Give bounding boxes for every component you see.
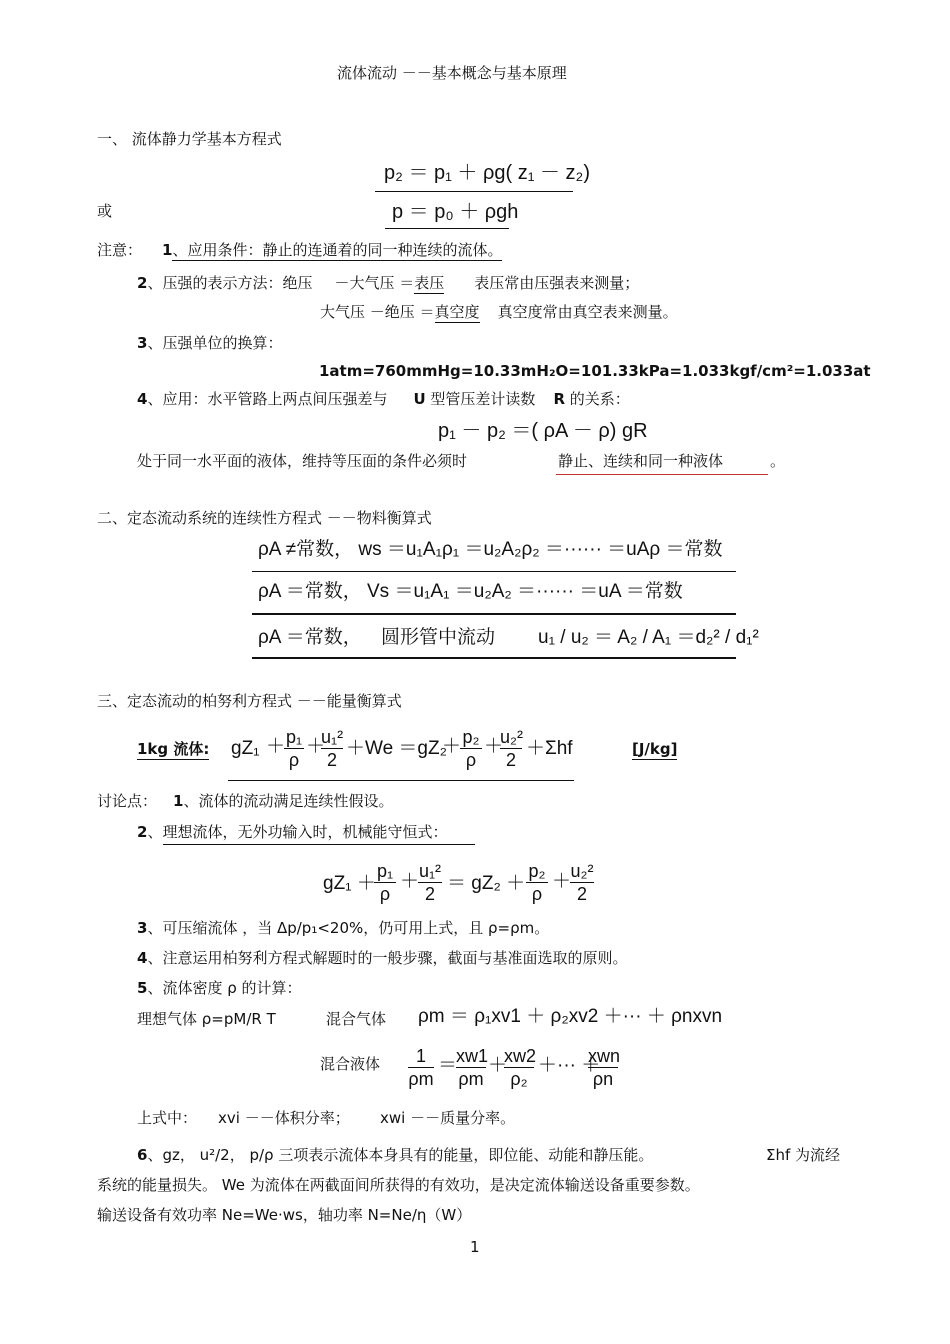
condition-answer: 静止、连续和同一种液体 bbox=[558, 452, 724, 470]
note-number: 2 bbox=[137, 274, 148, 292]
note-text: －大气压 ＝ bbox=[334, 274, 415, 292]
section-2-heading: 二、定态流动系统的连续性方程式 －－物料衡算式 bbox=[97, 509, 432, 527]
fraction-p1-rho bbox=[374, 860, 396, 905]
numerator: p₂ bbox=[462, 727, 480, 747]
denominator: ρ bbox=[526, 882, 548, 905]
discussion-6-cont: 系统的能量损失。 We 为流体在两截面间所获得的有效功，是决定流体输送设备重要参数。 bbox=[97, 1176, 700, 1194]
equation-static-2: p ＝ p₀ ＋ ρgh bbox=[392, 201, 519, 223]
page-title: 流体流动 －－基本概念与基本原理 bbox=[337, 64, 567, 82]
numerator: p₂ bbox=[528, 861, 546, 881]
or-label: 或 bbox=[97, 202, 113, 220]
page-number: 1 bbox=[470, 1238, 480, 1256]
point-number: 5 bbox=[137, 979, 148, 997]
plus-sign: ＋ bbox=[400, 871, 420, 892]
continuity-row-3b: 圆形管中流动 bbox=[381, 627, 496, 648]
point-number: 3 bbox=[137, 919, 148, 937]
numerator: xwn bbox=[588, 1046, 621, 1066]
point-text: 、可压缩流体 ，当 Δp/p₁<20%，仍可用上式，且 ρ=ρm。 bbox=[147, 919, 550, 937]
note-text: 表压常由压强表来测量； bbox=[474, 274, 640, 292]
red-underline bbox=[556, 474, 768, 475]
fraction-u2sq-2 bbox=[570, 860, 594, 905]
gauge-pressure-term: 表压 bbox=[414, 274, 445, 292]
fraction-u1sq-2 bbox=[321, 726, 343, 771]
table-rule bbox=[252, 571, 736, 572]
power-definition: 输送设备有效功率 Ne=We·ws，轴功率 N=Ne/η（W） bbox=[97, 1206, 472, 1224]
friction-loss-note: Σhf 为流经 bbox=[766, 1146, 841, 1164]
point-text: 、流体的流动满足连续性假设。 bbox=[183, 792, 394, 810]
discussion-1 bbox=[97, 792, 393, 810]
point-text: 、流体密度 ρ 的计算： bbox=[147, 979, 302, 997]
denominator: ρm bbox=[408, 1069, 434, 1089]
note-text: 、应用条件：静止的连通着的同一种连续的流体。 bbox=[172, 241, 503, 259]
note-text: 型管压差计读数 bbox=[430, 390, 536, 408]
note-label: 注意： bbox=[97, 241, 143, 259]
discussion-3 bbox=[137, 919, 549, 937]
equation-static-1: p₂ ＝ p₁ ＋ ρg( z₁ － z₂) bbox=[384, 162, 590, 184]
fraction-xw2 bbox=[504, 1045, 537, 1090]
denominator: ρn bbox=[588, 1067, 618, 1090]
numerator: p₁ bbox=[376, 861, 394, 881]
note-3 bbox=[137, 334, 282, 352]
point-text: 、gz， u²/2， p/ρ 三项表示流体本身具有的能量，即位能、动能和静压能。 bbox=[147, 1146, 654, 1164]
section-1-heading: 一、 流体静力学基本方程式 bbox=[97, 130, 282, 148]
plus-sign: ＋ bbox=[306, 736, 326, 757]
fraction-u1sq-2 bbox=[418, 860, 442, 905]
note-text: 真空度常由真空表来测量。 bbox=[497, 303, 678, 321]
note-2b bbox=[320, 303, 678, 321]
denominator: ρ bbox=[284, 748, 304, 771]
section-3-heading: 三、定态流动的柏努利方程式 －－能量衡算式 bbox=[97, 692, 402, 710]
continuity-row-1: ρA ≠常数， ws ＝u₁A₁ρ₁ ＝u₂A₂ρ₂ ＝······ ＝uAρ ＝常数 bbox=[258, 539, 723, 560]
equals-sign: ＝ bbox=[438, 1055, 458, 1076]
note-text: 、压强的表示方法：绝压 bbox=[147, 274, 313, 292]
denominator: 2 bbox=[418, 882, 442, 905]
equation-manometer: p₁ － p₂ ＝( ρA － ρ) gR bbox=[438, 420, 648, 442]
mix-liquid-label: 混合液体 bbox=[320, 1055, 381, 1073]
note-2 bbox=[137, 274, 639, 292]
note-text: 大气压 －绝压 ＝ bbox=[320, 303, 435, 321]
note-text: 、压强单位的换算： bbox=[147, 334, 283, 352]
u-symbol: U bbox=[413, 390, 426, 408]
note-text: 、应用：水平管路上两点间压强差与 bbox=[147, 390, 388, 408]
volume-fraction-def: xvi －－体积分率； bbox=[218, 1109, 350, 1127]
numerator: 1 bbox=[415, 1046, 426, 1066]
gz1-term: gZ₁ bbox=[231, 738, 260, 759]
ideal-gas-density: 理想气体 ρ=pM/R T bbox=[137, 1010, 276, 1028]
denominator: ρ bbox=[374, 882, 396, 905]
equation-underline bbox=[228, 780, 574, 781]
continuity-row-3c: u₁ / u₂ ＝ A₂ / A₁ ＝d₂² / d₁² bbox=[538, 627, 759, 648]
plus-sign: ＋ bbox=[442, 736, 462, 757]
plus-sign: ＋ bbox=[552, 871, 572, 892]
text-underline bbox=[163, 844, 475, 845]
point-number: 1 bbox=[173, 792, 184, 810]
fraction-p2-rho bbox=[526, 860, 548, 905]
denominator: ρm bbox=[456, 1067, 486, 1090]
fraction-p1-rho bbox=[284, 726, 304, 771]
equation-underline bbox=[385, 228, 509, 229]
point-number: 2 bbox=[137, 823, 148, 841]
plus-sign: ＋ bbox=[488, 1055, 508, 1076]
numerator: u₂² bbox=[500, 727, 523, 747]
mix-gas-label: 混合气体 bbox=[326, 1010, 387, 1028]
point-number: 4 bbox=[137, 949, 148, 967]
plus-sign: ＋ bbox=[266, 736, 286, 757]
numerator: u₁² bbox=[321, 727, 344, 747]
continuity-row-3a: ρA ＝常数， bbox=[258, 627, 362, 648]
fraction-xwn bbox=[588, 1045, 621, 1090]
table-rule bbox=[252, 657, 736, 659]
point-text: 、理想流体，无外功输入时，机械能守恒式： bbox=[147, 823, 448, 841]
numerator: p₁ bbox=[285, 727, 303, 747]
mass-fraction-def: xwi －－质量分率。 bbox=[380, 1109, 516, 1127]
denominator: 2 bbox=[570, 882, 594, 905]
discussion-6 bbox=[137, 1146, 653, 1164]
condition-end: 。 bbox=[770, 452, 786, 470]
denominator: ρ₂ bbox=[504, 1067, 534, 1090]
r-symbol: R bbox=[553, 390, 565, 408]
fraction-p2-rho bbox=[460, 726, 482, 771]
denominator: ρ bbox=[460, 748, 482, 771]
numerator: u₂² bbox=[570, 861, 594, 881]
plus-sign: ＋ bbox=[484, 736, 504, 757]
discussion-5 bbox=[137, 979, 302, 997]
friction-loss-term: ＋Σhf bbox=[526, 738, 573, 759]
condition-text: 处于同一水平面的液体，维持等压面的条件必须时 bbox=[137, 452, 468, 470]
note-4 bbox=[137, 390, 630, 408]
unit-text: [J/kg] bbox=[632, 740, 678, 758]
point-text: 、注意运用柏努利方程式解题时的一般步骤，截面与基准面选取的原则。 bbox=[147, 949, 628, 967]
ideal-eq-left: gZ₁ ＋ bbox=[323, 873, 376, 894]
work-term: ＋We ＝gZ₂ bbox=[346, 738, 447, 759]
ideal-eq-mid: ＝ gZ₂ ＋ bbox=[447, 873, 526, 894]
table-rule bbox=[252, 613, 736, 615]
discussion-2 bbox=[137, 823, 447, 841]
lead-text: 1kg 流体: bbox=[137, 740, 210, 758]
definitions-label: 上式中： bbox=[137, 1109, 198, 1127]
fraction-xw1 bbox=[456, 1045, 489, 1090]
equation-underline bbox=[375, 191, 573, 192]
note-number: 3 bbox=[137, 334, 148, 352]
numerator: xw2 bbox=[504, 1046, 537, 1066]
note-text: 的关系： bbox=[569, 390, 630, 408]
unit-label bbox=[632, 740, 677, 758]
unit-conversion: 1atm=760mmHg=10.33mH₂O=101.33kPa=1.033kgf/cm²=1.033at bbox=[319, 362, 871, 380]
mix-gas-equation: ρm ＝ ρ₁xv1 ＋ ρ₂xv2 ＋··· ＋ ρnxvn bbox=[418, 1006, 723, 1027]
discussion-label: 讨论点： bbox=[97, 792, 158, 810]
fraction-u2sq-2 bbox=[500, 726, 522, 771]
fraction-1-rhom bbox=[408, 1045, 434, 1090]
point-number: 6 bbox=[137, 1146, 148, 1164]
numerator: xw1 bbox=[456, 1046, 489, 1066]
numerator: u₁² bbox=[418, 861, 442, 881]
continuation: ＋··· ＋ bbox=[538, 1055, 601, 1076]
discussion-4 bbox=[137, 949, 627, 967]
note-number: 4 bbox=[137, 390, 148, 408]
denominator: 2 bbox=[321, 748, 343, 771]
bernoulli-lead bbox=[137, 740, 209, 758]
denominator: 2 bbox=[500, 748, 522, 771]
continuity-row-2: ρA ＝常数， Vs ＝u₁A₁ ＝u₂A₂ ＝······ ＝uA ＝常数 bbox=[258, 581, 683, 602]
note-1 bbox=[97, 241, 502, 259]
note-number: 1 bbox=[162, 241, 173, 259]
vacuum-term: 真空度 bbox=[434, 303, 480, 321]
